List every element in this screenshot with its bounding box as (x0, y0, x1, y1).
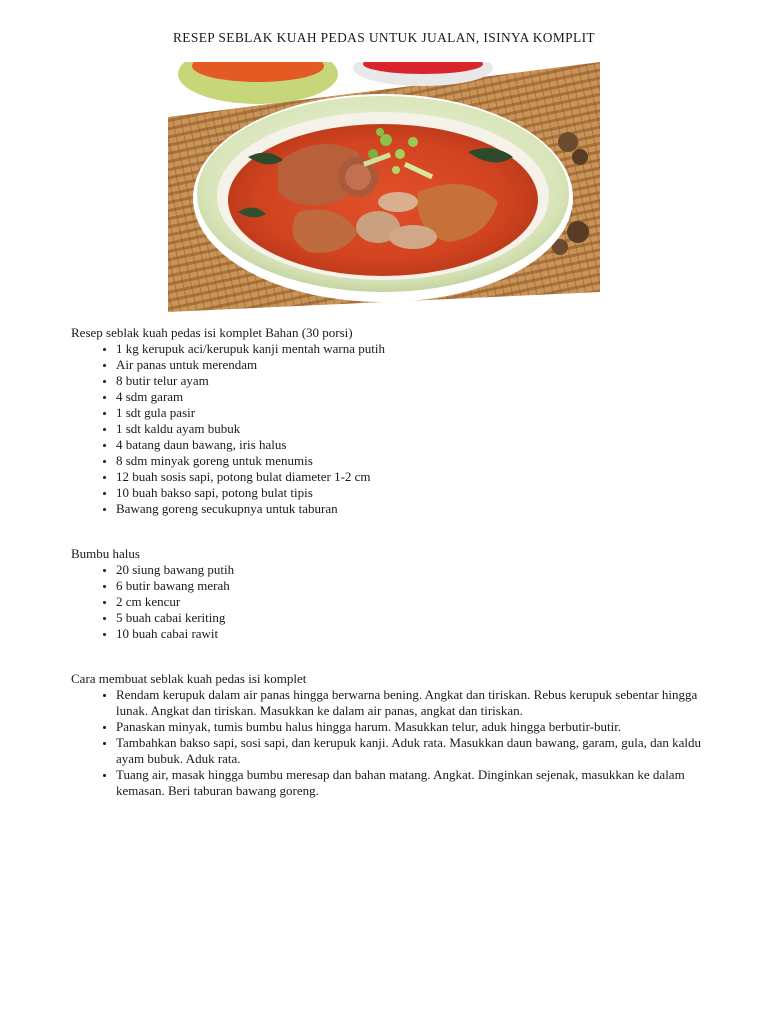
list-item: • 8 sdm minyak goreng untuk menumis (116, 453, 711, 469)
list-item: • 20 siung bawang putih (116, 562, 711, 578)
spices-list (71, 562, 711, 642)
document-title: RESEP SEBLAK KUAH PEDAS UNTUK JUALAN, ISINYA KOMPLIT (172, 30, 596, 45)
ingredients-list (71, 341, 711, 517)
list-item: • 1 kg kerupuk aci/kerupuk kanji mentah warna putih (116, 341, 711, 357)
list-item: • Rendam kerupuk dalam air panas hingga berwarna bening. Angkat dan tiriskan. Rebus kerupuk sebentar hingga lunak. Angkat dan tiriskan. Masukkan ke dalam air panas, angkat dan tiriskan. (116, 687, 711, 719)
seblak-photo (168, 62, 600, 312)
spices-heading: Bumbu halus (71, 546, 140, 561)
list-item: • 2 cm kencur (116, 594, 711, 610)
list-item: • Tambahkan bakso sapi, sosi sapi, dan kerupuk kanji. Aduk rata. Masukkan daun bawang, garam, gula, dan kaldu ayam bubuk. Aduk rata. (116, 735, 711, 767)
list-item: • 6 butir bawang merah (116, 578, 711, 594)
list-item: • 8 butir telur ayam (116, 373, 711, 389)
steps-list (71, 687, 711, 799)
list-item: • 1 sdt kaldu ayam bubuk (116, 421, 711, 437)
list-item: • 1 sdt gula pasir (116, 405, 711, 421)
list-item: • 10 buah cabai rawit (116, 626, 711, 642)
list-item: • 10 buah bakso sapi, potong bulat tipis (116, 485, 711, 501)
list-item: • Bawang goreng secukupnya untuk taburan (116, 501, 711, 517)
list-item: • 4 sdm garam (116, 389, 711, 405)
list-item: • 4 batang daun bawang, iris halus (116, 437, 711, 453)
steps-heading: Cara membuat seblak kuah pedas isi komplet (71, 671, 307, 686)
list-item: • Tuang air, masak hingga bumbu meresap dan bahan matang. Angkat. Dinginkan sejenak, masukkan ke dalam kemasan. Beri taburan bawang goreng. (116, 767, 711, 799)
ingredients-heading: Resep seblak kuah pedas isi komplet Bahan (30 porsi) (71, 325, 353, 340)
recipe-content (71, 325, 711, 799)
list-item: • Panaskan minyak, tumis bumbu halus hingga harum. Masukkan telur, aduk hingga berbutir-butir. (116, 719, 711, 735)
list-item: • 5 buah cabai keriting (116, 610, 711, 626)
list-item: • Air panas untuk merendam (116, 357, 711, 373)
list-item: • 12 buah sosis sapi, potong bulat diameter 1-2 cm (116, 469, 711, 485)
